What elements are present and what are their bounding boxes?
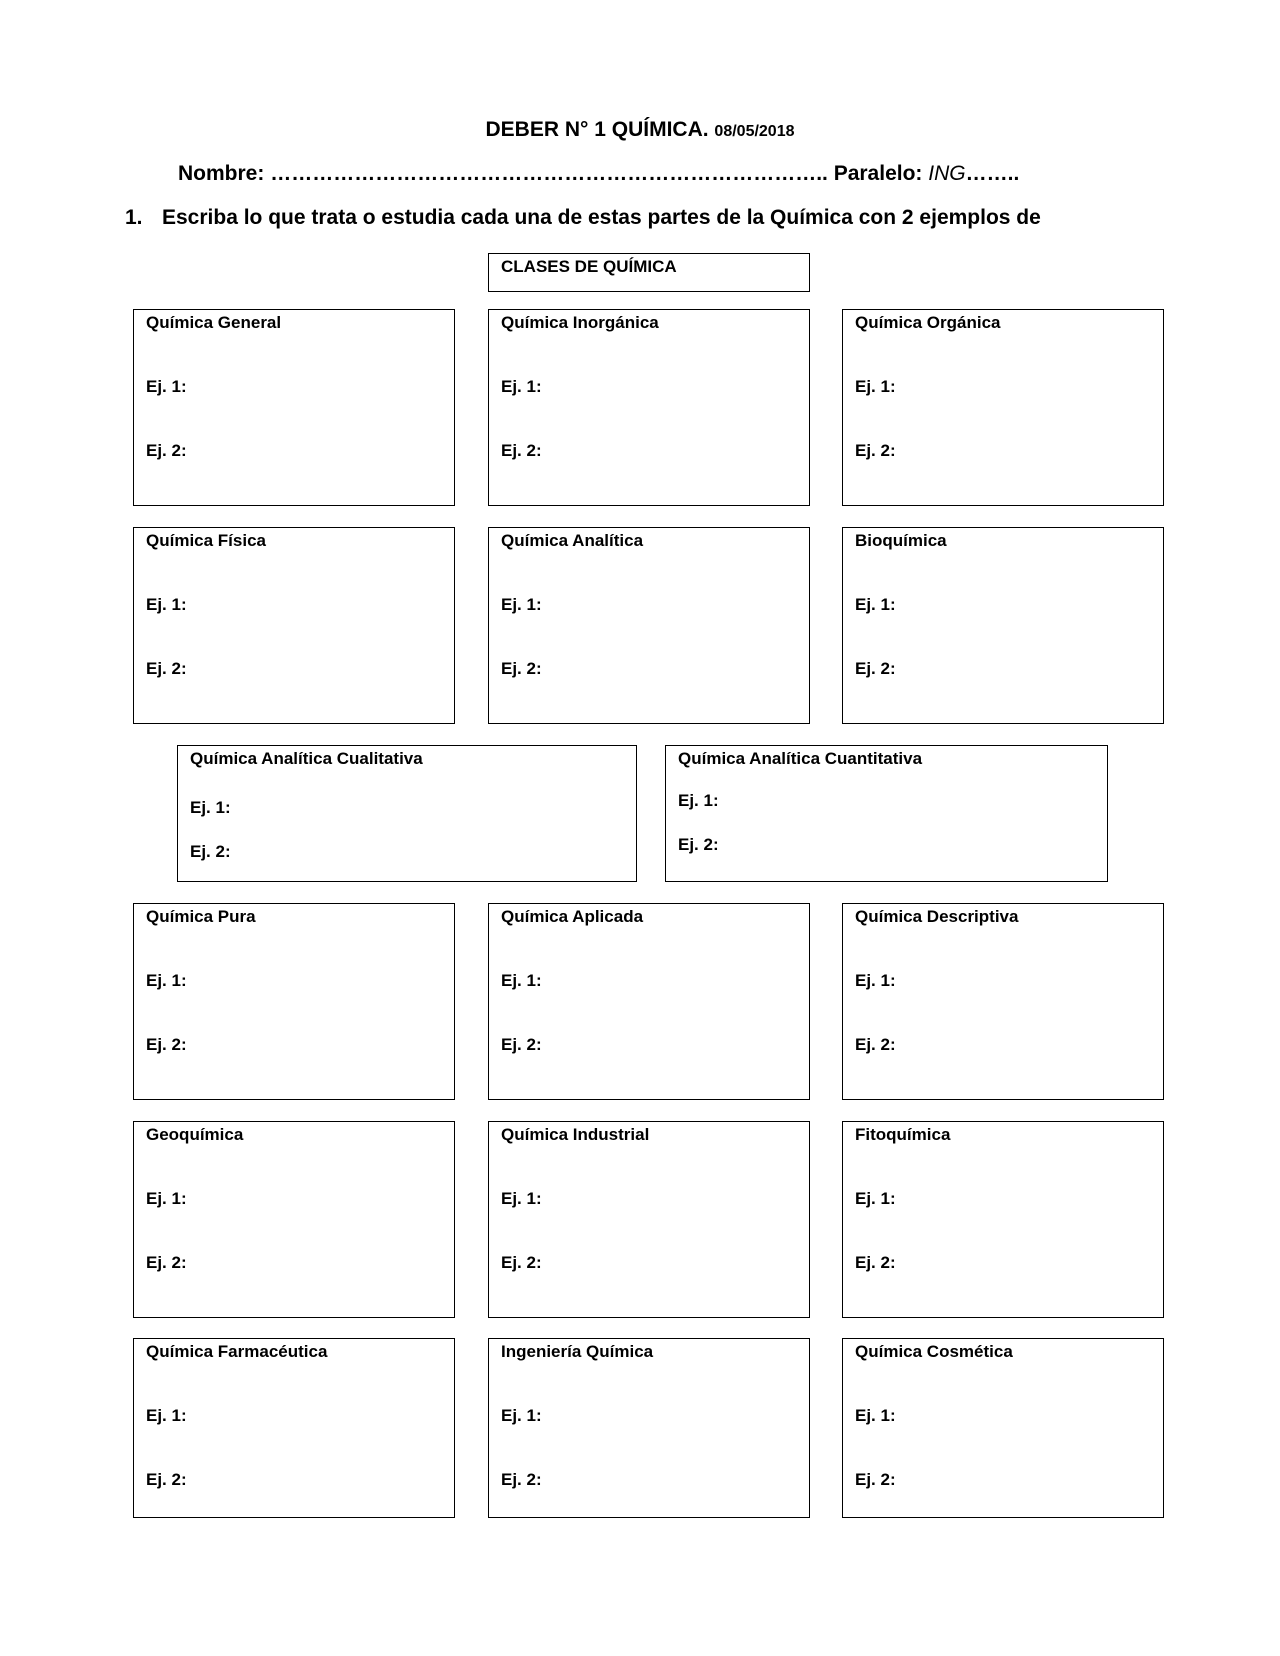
paralelo-value: ING	[928, 162, 966, 185]
example-1-label: Ej. 1:	[190, 798, 231, 817]
example-2-label: Ej. 2:	[146, 659, 187, 678]
example-2-label: Ej. 2:	[678, 835, 719, 854]
example-1-label: Ej. 1:	[855, 971, 896, 990]
box-title: Química Farmacéutica	[146, 1342, 328, 1361]
name-label: Nombre:	[178, 162, 265, 185]
box-quimica-analitica[interactable]	[488, 527, 810, 724]
box-title: Química Pura	[146, 907, 256, 926]
box-title: Geoquímica	[146, 1125, 244, 1144]
example-1-label: Ej. 1:	[855, 1406, 896, 1425]
box-quimica-fisica[interactable]	[133, 527, 455, 724]
box-ingenieria-quimica[interactable]	[488, 1338, 810, 1518]
example-2-label: Ej. 2:	[190, 842, 231, 861]
box-quimica-farmaceutica[interactable]	[133, 1338, 455, 1518]
example-2-label: Ej. 2:	[855, 659, 896, 678]
example-1-label: Ej. 1:	[501, 1189, 542, 1208]
example-1-label: Ej. 1:	[855, 1189, 896, 1208]
example-1-label: Ej. 1:	[501, 595, 542, 614]
box-title: Química Aplicada	[501, 907, 644, 926]
box-title: Fitoquímica	[855, 1125, 951, 1144]
box-title: Química Orgánica	[855, 313, 1001, 332]
example-2-label: Ej. 2:	[501, 1035, 542, 1054]
example-1-label: Ej. 1:	[146, 1406, 187, 1425]
box-bioquimica[interactable]	[842, 527, 1164, 724]
example-2-label: Ej. 2:	[855, 1035, 896, 1054]
example-1-label: Ej. 1:	[855, 595, 896, 614]
example-1-label: Ej. 1:	[855, 377, 896, 396]
box-title: Química Analítica Cualitativa	[190, 749, 423, 768]
box-title: Química Física	[146, 531, 266, 550]
question-text: Escriba lo que trata o estudia cada una de estas partes de la Química con 2 ejemplos de	[162, 206, 1041, 229]
example-1-label: Ej. 1:	[501, 1406, 542, 1425]
box-title: Química Analítica Cuantitativa	[678, 749, 923, 768]
example-1-label: Ej. 1:	[501, 971, 542, 990]
box-quimica-descriptiva[interactable]	[842, 903, 1164, 1100]
box-title: Ingeniería Química	[501, 1342, 654, 1361]
example-2-label: Ej. 2:	[146, 441, 187, 460]
example-2-label: Ej. 2:	[146, 1470, 187, 1489]
paralelo-label: Paralelo:	[833, 162, 923, 185]
box-quimica-organica[interactable]	[842, 309, 1164, 506]
example-1-label: Ej. 1:	[146, 971, 187, 990]
example-2-label: Ej. 2:	[855, 441, 896, 460]
question-number: 1.	[125, 206, 143, 229]
example-2-label: Ej. 2:	[146, 1035, 187, 1054]
box-fitoquimica[interactable]	[842, 1121, 1164, 1318]
name-dots[interactable]: ……………………………………………………………………..	[270, 162, 828, 185]
title-text: DEBER N° 1 QUÍMICA.	[485, 118, 709, 141]
classes-title-box	[488, 253, 810, 292]
example-2-label: Ej. 2:	[501, 441, 542, 460]
name-line	[178, 162, 1019, 186]
box-quimica-inorganica[interactable]	[488, 309, 810, 506]
example-2-label: Ej. 2:	[501, 659, 542, 678]
example-1-label: Ej. 1:	[146, 377, 187, 396]
box-quimica-industrial[interactable]	[488, 1121, 810, 1318]
example-1-label: Ej. 1:	[146, 595, 187, 614]
box-title: Química Industrial	[501, 1125, 650, 1144]
box-quimica-cosmetica[interactable]	[842, 1338, 1164, 1518]
example-2-label: Ej. 2:	[146, 1253, 187, 1272]
paralelo-dots[interactable]: ……..	[965, 162, 1020, 185]
example-1-label: Ej. 1:	[501, 377, 542, 396]
example-2-label: Ej. 2:	[855, 1253, 896, 1272]
box-quimica-analitica-cualitativa[interactable]	[177, 745, 637, 882]
example-2-label: Ej. 2:	[855, 1470, 896, 1489]
question-1	[125, 206, 1041, 230]
box-title: Química Analítica	[501, 531, 644, 550]
example-1-label: Ej. 1:	[146, 1189, 187, 1208]
box-title: Química Descriptiva	[855, 907, 1019, 926]
box-quimica-pura[interactable]	[133, 903, 455, 1100]
box-title: Química Cosmética	[855, 1342, 1013, 1361]
box-quimica-analitica-cuantitativa[interactable]	[665, 745, 1108, 882]
box-geoquimica[interactable]	[133, 1121, 455, 1318]
classes-title: CLASES DE QUÍMICA	[501, 257, 677, 276]
box-title: Química Inorgánica	[501, 313, 659, 332]
example-2-label: Ej. 2:	[501, 1470, 542, 1489]
box-quimica-aplicada[interactable]	[488, 903, 810, 1100]
example-2-label: Ej. 2:	[501, 1253, 542, 1272]
document-title	[0, 118, 1280, 142]
title-date: 08/05/2018	[714, 123, 795, 140]
box-quimica-general[interactable]	[133, 309, 455, 506]
example-1-label: Ej. 1:	[678, 791, 719, 810]
box-title: Bioquímica	[855, 531, 947, 550]
box-title: Química General	[146, 313, 282, 332]
